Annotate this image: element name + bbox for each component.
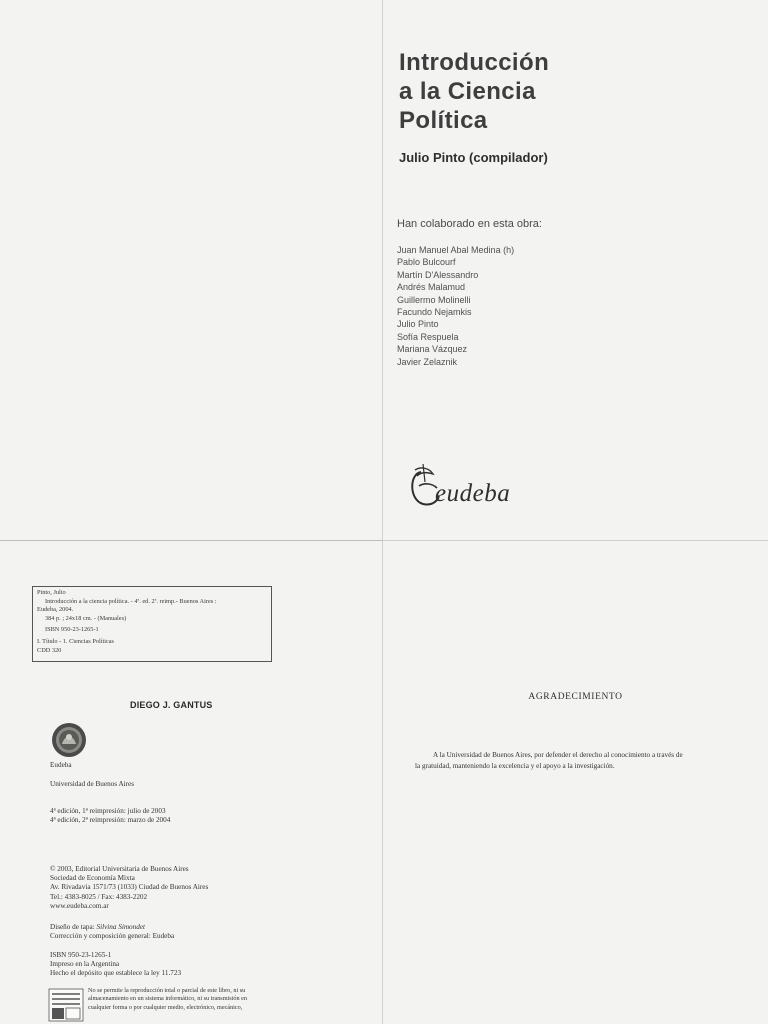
- cover-designer: Silvina Simondet: [96, 923, 146, 931]
- legal-line: Hecho el depósito que establece la ley 11.723: [50, 969, 182, 978]
- address-line: Av. Rivadavia 1571/73 (1033) Ciudad de Buenos Aires: [50, 883, 209, 892]
- address-block: [50, 865, 208, 911]
- edition-line: 4ª edición, 1ª reimpresión: julio de 2003: [50, 807, 166, 815]
- book-title-line: Introducción: [399, 49, 550, 76]
- rights-notice: [88, 987, 247, 1012]
- address-line: Tel.: 4383-8025 / Fax: 4383-2202: [50, 892, 148, 901]
- book-title: [399, 48, 549, 135]
- catalog-pages: 384 p. ; 24x18 cm. - (Manuales): [45, 614, 127, 622]
- rights-line: almacenamiento en un sistema informático, ni su transmisión en: [88, 995, 247, 1003]
- address-line: © 2003, Editorial Universitaria de Buenos Aires: [50, 865, 189, 873]
- catalog-cdd: CDD 320: [37, 646, 62, 654]
- donor-stamp: DIEGO J. GANTUS: [130, 700, 213, 710]
- book-title-line: a la Ciencia: [399, 78, 536, 105]
- university-seal-icon: [51, 722, 87, 758]
- copyright-page: [0, 540, 383, 1024]
- collaborator-item: Pablo Bulcourf: [397, 257, 456, 268]
- title-page: [383, 0, 768, 540]
- collaborator-item: Andrés Malamud: [397, 282, 466, 293]
- catalog-publisher: Eudeba, 2004.: [37, 606, 74, 614]
- collaborator-item: Juan Manuel Abal Medina (h): [397, 245, 515, 255]
- blank-page: [0, 0, 383, 540]
- collaborator-item: Mariana Vázquez: [397, 344, 468, 355]
- acknowledgement-line: A la Universidad de Buenos Aires, por defender el derecho al conocimiento a través de: [433, 751, 683, 759]
- compiler-name: Julio Pinto (compilador): [399, 150, 548, 165]
- collaborator-item: Martín D'Alessandro: [397, 269, 479, 280]
- collaborator-item: Julio Pinto: [397, 319, 439, 330]
- acknowledgement-text: [415, 750, 683, 772]
- catalog-author: Pinto, Julio: [37, 589, 66, 596]
- rights-line: cualquier forma o por cualquier medio, electrónico, mecánico,: [88, 1003, 243, 1011]
- catalog-subjects: I. Título - 1. Ciencias Políticas: [37, 637, 115, 645]
- collaborator-item: Guillermo Molinelli: [397, 294, 471, 305]
- acknowledgement-heading: AGRADECIMIENTO: [528, 692, 623, 702]
- rights-line: No se permite la reproducción total o parcial de este libro, ni su: [88, 987, 246, 994]
- book-title-line: Política: [399, 107, 488, 134]
- editions-block: [50, 807, 170, 825]
- composition-line: Corrección y composición general: Eudeba: [50, 932, 175, 941]
- collaborator-item: Sofía Respuela: [397, 331, 459, 342]
- legal-block: [50, 951, 181, 979]
- legal-line: ISBN 950-23-1265-1: [50, 951, 112, 959]
- legal-line: Impreso en la Argentina: [50, 960, 120, 969]
- dedication-page: [383, 540, 768, 1024]
- publisher-logo-text: eudeba: [435, 480, 511, 507]
- catalog-title: Introducción a la ciencia política. - 4ª. ed. 2ª. reimp.- Buenos Aires :: [45, 597, 217, 605]
- credits-block: [50, 923, 174, 941]
- collaborator-item: Facundo Nejamkis: [397, 307, 472, 318]
- cover-design-line: [50, 923, 174, 932]
- address-line: www.eudeba.com.ar: [50, 901, 109, 910]
- collaborators-heading: Han colaborado en esta obra:: [397, 218, 542, 230]
- catalog-isbn: ISBN 950-23-1265-1: [45, 626, 99, 634]
- collaborator-item: Javier Zelaznik: [397, 356, 458, 367]
- catalog-record: [32, 586, 272, 662]
- university-name: Universidad de Buenos Aires: [50, 780, 135, 788]
- publisher-name: Eudeba: [50, 761, 72, 769]
- photocopy-warning-logo-icon: [48, 988, 84, 1022]
- edition-line: 4ª edición, 2ª reimpresión: marzo de 2004: [50, 816, 171, 825]
- collaborators-list: [397, 244, 514, 368]
- cover-design-label: Diseño de tapa:: [50, 923, 97, 931]
- acknowledgement-line: la gratuidad, manteniendo la excelencia y el apoyo a la investigación.: [415, 762, 615, 770]
- address-line: Sociedad de Economía Mixta: [50, 874, 135, 883]
